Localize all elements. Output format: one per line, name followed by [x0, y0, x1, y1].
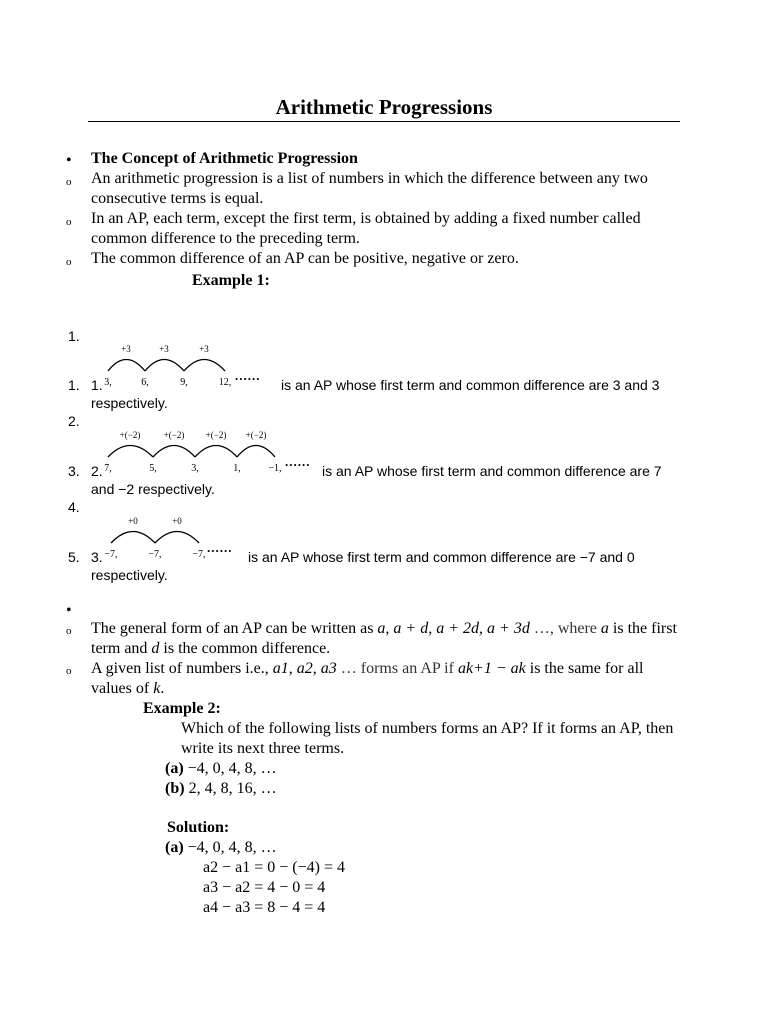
- concept-paragraph-3: The common difference of an AP can be positive, negative or zero.: [91, 250, 519, 267]
- arc-1: [108, 446, 153, 458]
- example-item-3-number: 3.: [91, 549, 103, 565]
- list-number: 1.: [68, 328, 80, 344]
- arc-1: [111, 532, 155, 544]
- arc-label: +(−2): [205, 430, 227, 440]
- term: −7,: [104, 549, 118, 560]
- list-number: 4.: [68, 499, 80, 515]
- arc-3: [195, 446, 237, 458]
- arc-label: +3: [159, 344, 169, 354]
- arc-label: +0: [128, 516, 138, 526]
- term: 3,: [191, 463, 199, 474]
- term: −1,: [268, 463, 282, 474]
- example-item-1-text: is an AP whose first term and common difference are 3 and 3 respectively.: [91, 377, 660, 411]
- arc-4: [237, 446, 275, 458]
- solution-step-1: a2 − a1 = 0 − (−4) = 4: [203, 859, 345, 876]
- bullet-dot: •: [66, 602, 72, 619]
- term: 9,: [180, 377, 188, 388]
- term: 5,: [149, 463, 157, 474]
- concept-paragraph-1: An arithmetic progression is a list of numbers in which the difference between any two consecutive terms is equal.: [91, 170, 648, 207]
- term: 7,: [104, 463, 112, 474]
- term: −7,: [192, 549, 206, 560]
- example-item-3-text: is an AP whose first term and common difference are −7 and 0 respectively.: [91, 549, 635, 583]
- term: −7,: [148, 549, 162, 560]
- arc-label: +(−2): [163, 430, 185, 440]
- arc-2: [145, 360, 184, 372]
- bullet-circle: o: [66, 625, 72, 637]
- example-2-option-b: (b) 2, 4, 8, 16, …: [165, 780, 277, 797]
- bullet-circle: o: [66, 665, 72, 677]
- continuation-dots: ......: [207, 540, 233, 555]
- list-number: 5.: [68, 549, 80, 565]
- arc-2: [155, 532, 199, 544]
- solution-heading: Solution:: [167, 819, 230, 836]
- arc-label: +0: [172, 516, 182, 526]
- general-form-paragraph: The general form of an AP can be written as a, a + d, a + 2d, a + 3d …, where a is the first term and d is the common difference.: [91, 620, 677, 657]
- concept-paragraph-2: In an AP, each term, except the first term, is obtained by adding a fixed number called common difference to the preceding term.: [91, 210, 641, 247]
- title-underline: [88, 121, 680, 122]
- term: 12,: [218, 377, 232, 388]
- term: 3,: [104, 377, 112, 388]
- page-title: Arithmetic Progressions: [275, 95, 493, 119]
- example-item-2-number: 2.: [91, 463, 103, 479]
- continuation-dots: ......: [285, 454, 311, 469]
- solution-sequence: (a) −4, 0, 4, 8, …: [165, 839, 277, 856]
- bullet-circle: o: [66, 216, 72, 228]
- example-2-option-a: (a) −4, 0, 4, 8, …: [165, 760, 277, 777]
- arc-label: +3: [199, 344, 209, 354]
- example-item-2-text: is an AP whose first term and common difference are 7 and −2 respectively.: [91, 463, 662, 497]
- arc-1: [108, 360, 145, 372]
- term: 6,: [141, 377, 149, 388]
- list-number: 2.: [68, 413, 80, 429]
- arc-label: +3: [121, 344, 131, 354]
- list-number: 1.: [68, 377, 80, 393]
- example-1-heading: Example 1:: [192, 272, 270, 289]
- arc-label: +(−2): [119, 430, 141, 440]
- solution-step-2: a3 − a2 = 4 − 0 = 4: [203, 879, 326, 896]
- arc-2: [153, 446, 195, 458]
- list-number: 3.: [68, 463, 80, 479]
- solution-step-3: a4 − a3 = 8 − 4 = 4: [203, 899, 326, 916]
- example-2-heading: Example 2:: [143, 700, 221, 717]
- ap-condition-paragraph: A given list of numbers i.e., a1, a2, a3 … forms an AP if ak+1 − ak is the same for all values of k.: [91, 660, 644, 697]
- term: 1,: [233, 463, 241, 474]
- continuation-dots: ......: [235, 368, 261, 383]
- concept-heading: The Concept of Arithmetic Progression: [91, 150, 358, 167]
- arc-label: +(−2): [245, 430, 267, 440]
- arc-3: [184, 360, 225, 372]
- bullet-dot: •: [66, 152, 72, 169]
- bullet-circle: o: [66, 256, 72, 268]
- example-2-question: Which of the following lists of numbers forms an AP? If it forms an AP, then write its next three terms.: [181, 720, 674, 757]
- example-item-1-number: 1.: [91, 377, 103, 393]
- bullet-circle: o: [66, 176, 72, 188]
